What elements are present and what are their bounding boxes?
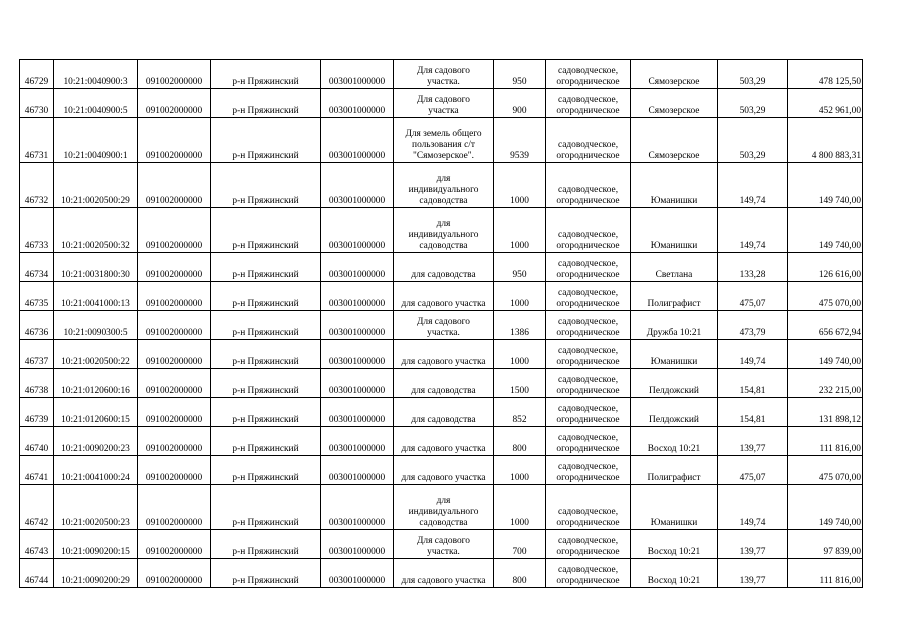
row-number: 46744: [20, 559, 54, 588]
cadastral-number: 10:21:0120600:15: [54, 398, 138, 427]
land-category-line: огородническое: [556, 415, 620, 425]
row-number: 46735: [20, 282, 54, 311]
table-row: [20, 163, 863, 208]
land-category-line: огородническое: [556, 357, 620, 367]
specific-value: 503,29: [718, 60, 788, 89]
land-category-line: садоводческое,: [557, 185, 619, 195]
land-category-line: садоводческое,: [557, 95, 619, 105]
oktmo-code: 003001000000: [321, 340, 394, 369]
table-row: [20, 456, 863, 485]
row-number: 46742: [20, 485, 54, 530]
settlement: Сямозерское: [631, 89, 718, 118]
table-row: [20, 311, 863, 340]
land-category-line: огородническое: [556, 299, 620, 309]
permitted-use-line: садоводства: [419, 196, 468, 206]
okato-code: 091002000000: [138, 60, 211, 89]
oktmo-code: 003001000000: [321, 60, 394, 89]
okato-code: 091002000000: [138, 427, 211, 456]
settlement: Восход 10:21: [631, 530, 718, 559]
settlement: Дружба 10:21: [631, 311, 718, 340]
specific-value: 149,74: [718, 163, 788, 208]
cadastral-number: 10:21:0041000:24: [54, 456, 138, 485]
oktmo-code: 003001000000: [321, 163, 394, 208]
cadastral-number: 10:21:0090300:5: [54, 311, 138, 340]
cadastral-value: 4 800 883,31: [788, 118, 863, 163]
district: р-н Пряжинский: [211, 456, 321, 485]
permitted-use-line: Для садового: [417, 66, 470, 76]
table-row: [20, 208, 863, 253]
cadastral-value: 97 839,00: [788, 530, 863, 559]
row-number: 46730: [20, 89, 54, 118]
district: р-н Пряжинский: [211, 60, 321, 89]
settlement: Пелдожский: [631, 369, 718, 398]
permitted-use: [394, 559, 494, 588]
area: 1000: [494, 282, 546, 311]
district: р-н Пряжинский: [211, 530, 321, 559]
land-category-line: садоводческое,: [557, 462, 619, 472]
land-category-line: садоводческое,: [557, 536, 619, 546]
specific-value: 154,81: [718, 398, 788, 427]
land-category: [546, 60, 631, 89]
permitted-use-line: для садового участка: [401, 299, 486, 309]
permitted-use: [394, 398, 494, 427]
cadastral-number: 10:21:0090200:29: [54, 559, 138, 588]
row-number: 46738: [20, 369, 54, 398]
permitted-use: [394, 311, 494, 340]
okato-code: 091002000000: [138, 369, 211, 398]
permitted-use: [394, 282, 494, 311]
table-row: [20, 369, 863, 398]
settlement: Сямозерское: [631, 118, 718, 163]
area: 950: [494, 60, 546, 89]
row-number: 46733: [20, 208, 54, 253]
row-number: 46734: [20, 253, 54, 282]
cadastral-number: 10:21:0120600:16: [54, 369, 138, 398]
district: р-н Пряжинский: [211, 398, 321, 427]
permitted-use-line: садоводства: [419, 518, 468, 528]
specific-value: 133,28: [718, 253, 788, 282]
land-category: [546, 485, 631, 530]
land-category-line: огородническое: [556, 473, 620, 483]
permitted-use: [394, 530, 494, 559]
permitted-use-line: для садового участка: [401, 444, 486, 454]
table-row: [20, 60, 863, 89]
land-category: [546, 208, 631, 253]
okato-code: 091002000000: [138, 340, 211, 369]
permitted-use: [394, 60, 494, 89]
permitted-use: [394, 118, 494, 163]
district: р-н Пряжинский: [211, 485, 321, 530]
land-category-line: огородническое: [556, 241, 620, 251]
land-category: [546, 118, 631, 163]
area: 9539: [494, 118, 546, 163]
table-row: [20, 282, 863, 311]
oktmo-code: 003001000000: [321, 118, 394, 163]
okato-code: 091002000000: [138, 163, 211, 208]
specific-value: 473,79: [718, 311, 788, 340]
table-row: [20, 118, 863, 163]
cadastral-number: 10:21:0031800:30: [54, 253, 138, 282]
settlement: Юманишки: [631, 485, 718, 530]
cadastral-value: 111 816,00: [788, 559, 863, 588]
land-category-line: садоводческое,: [557, 230, 619, 240]
permitted-use-line: пользования с/т: [412, 140, 475, 150]
area: 800: [494, 559, 546, 588]
area: 1000: [494, 456, 546, 485]
land-category-line: огородническое: [556, 444, 620, 454]
district: р-н Пряжинский: [211, 208, 321, 253]
okato-code: 091002000000: [138, 456, 211, 485]
okato-code: 091002000000: [138, 398, 211, 427]
oktmo-code: 003001000000: [321, 253, 394, 282]
land-category: [546, 427, 631, 456]
permitted-use-line: Для садового: [417, 95, 470, 105]
permitted-use-line: для садоводства: [411, 270, 476, 280]
land-category-line: огородническое: [556, 547, 620, 557]
settlement: Юманишки: [631, 163, 718, 208]
okato-code: 091002000000: [138, 485, 211, 530]
district: р-н Пряжинский: [211, 559, 321, 588]
land-category-line: огородническое: [556, 386, 620, 396]
cadastral-value: 131 898,12: [788, 398, 863, 427]
row-number: 46737: [20, 340, 54, 369]
land-category-line: огородническое: [556, 151, 620, 161]
row-number: 46741: [20, 456, 54, 485]
cadastral-value: 656 672,94: [788, 311, 863, 340]
cadastral-value: 475 070,00: [788, 456, 863, 485]
land-category: [546, 253, 631, 282]
specific-value: 139,77: [718, 559, 788, 588]
area: 1386: [494, 311, 546, 340]
oktmo-code: 003001000000: [321, 398, 394, 427]
table-row: [20, 89, 863, 118]
land-category-line: садоводческое,: [557, 66, 619, 76]
cadastral-value: 126 616,00: [788, 253, 863, 282]
area: 852: [494, 398, 546, 427]
land-category-line: садоводческое,: [557, 140, 619, 150]
specific-value: 149,74: [718, 340, 788, 369]
specific-value: 139,77: [718, 530, 788, 559]
land-category-line: садоводческое,: [557, 259, 619, 269]
okato-code: 091002000000: [138, 89, 211, 118]
cadastral-number: 10:21:0041000:13: [54, 282, 138, 311]
table-row: [20, 530, 863, 559]
land-category: [546, 163, 631, 208]
area: 1000: [494, 208, 546, 253]
land-category-line: садоводческое,: [557, 317, 619, 327]
permitted-use-line: участка.: [427, 328, 460, 338]
land-category-line: огородническое: [556, 518, 620, 528]
area: 900: [494, 89, 546, 118]
settlement: Полиграфист: [631, 456, 718, 485]
land-category: [546, 559, 631, 588]
settlement: Пелдожский: [631, 398, 718, 427]
land-category-line: огородническое: [556, 328, 620, 338]
permitted-use-line: для садового участка: [401, 576, 486, 586]
settlement: Восход 10:21: [631, 427, 718, 456]
row-number: 46740: [20, 427, 54, 456]
settlement: Восход 10:21: [631, 559, 718, 588]
okato-code: 091002000000: [138, 559, 211, 588]
cadastral-value: 232 215,00: [788, 369, 863, 398]
settlement: Сямозерское: [631, 60, 718, 89]
okato-code: 091002000000: [138, 253, 211, 282]
permitted-use: [394, 427, 494, 456]
land-category-line: садоводческое,: [557, 288, 619, 298]
cadastral-number: 10:21:0020500:29: [54, 163, 138, 208]
permitted-use-line: Для садового: [417, 536, 470, 546]
land-category-line: огородническое: [556, 77, 620, 87]
land-category: [546, 282, 631, 311]
specific-value: 139,77: [718, 427, 788, 456]
cadastral-number: 10:21:0020500:32: [54, 208, 138, 253]
permitted-use: [394, 253, 494, 282]
cadastral-value: 111 816,00: [788, 427, 863, 456]
district: р-н Пряжинский: [211, 427, 321, 456]
cadastral-number: 10:21:0040900:3: [54, 60, 138, 89]
permitted-use-line: участка.: [427, 547, 460, 557]
permitted-use: [394, 340, 494, 369]
land-category-line: садоводческое,: [557, 433, 619, 443]
oktmo-code: 003001000000: [321, 208, 394, 253]
land-category: [546, 311, 631, 340]
okato-code: 091002000000: [138, 282, 211, 311]
land-category: [546, 369, 631, 398]
cadastral-number: 10:21:0040900:1: [54, 118, 138, 163]
specific-value: 475,07: [718, 282, 788, 311]
cadastral-value: 478 125,50: [788, 60, 863, 89]
okato-code: 091002000000: [138, 530, 211, 559]
oktmo-code: 003001000000: [321, 559, 394, 588]
table-row: [20, 427, 863, 456]
permitted-use-line: Для садового: [417, 317, 470, 327]
permitted-use-line: участка: [428, 106, 459, 116]
specific-value: 149,74: [718, 208, 788, 253]
table-row: [20, 340, 863, 369]
land-category-line: садоводческое,: [557, 404, 619, 414]
specific-value: 149,74: [718, 485, 788, 530]
permitted-use-line: для садового участка: [401, 357, 486, 367]
permitted-use-line: индивидуального: [408, 507, 479, 517]
row-number: 46732: [20, 163, 54, 208]
oktmo-code: 003001000000: [321, 485, 394, 530]
area: 1000: [494, 340, 546, 369]
row-number: 46739: [20, 398, 54, 427]
permitted-use-line: индивидуального: [408, 185, 479, 195]
land-category-line: садоводческое,: [557, 565, 619, 575]
row-number: 46736: [20, 311, 54, 340]
permitted-use-line: для садового участка: [401, 473, 486, 483]
permitted-use: [394, 369, 494, 398]
table-row: [20, 398, 863, 427]
land-category-line: огородническое: [556, 576, 620, 586]
row-number: 46731: [20, 118, 54, 163]
oktmo-code: 003001000000: [321, 282, 394, 311]
permitted-use-line: для садоводства: [411, 386, 476, 396]
cadastral-number: 10:21:0020500:23: [54, 485, 138, 530]
district: р-н Пряжинский: [211, 253, 321, 282]
row-number: 46729: [20, 60, 54, 89]
district: р-н Пряжинский: [211, 369, 321, 398]
land-category-line: огородническое: [556, 196, 620, 206]
permitted-use-line: индивидуального: [408, 230, 479, 240]
cadastral-number: 10:21:0090200:23: [54, 427, 138, 456]
permitted-use-line: для: [436, 174, 451, 184]
specific-value: 475,07: [718, 456, 788, 485]
area: 1000: [494, 485, 546, 530]
land-category-line: огородническое: [556, 270, 620, 280]
cadastral-value: 475 070,00: [788, 282, 863, 311]
settlement: Светлана: [631, 253, 718, 282]
table-row: [20, 253, 863, 282]
cadastral-table: [19, 59, 863, 588]
land-category: [546, 456, 631, 485]
specific-value: 154,81: [718, 369, 788, 398]
oktmo-code: 003001000000: [321, 530, 394, 559]
land-category-line: огородническое: [556, 106, 620, 116]
cadastral-number: 10:21:0040900:5: [54, 89, 138, 118]
permitted-use-line: "Сямозерское".: [413, 151, 474, 161]
permitted-use: [394, 163, 494, 208]
oktmo-code: 003001000000: [321, 311, 394, 340]
settlement: Юманишки: [631, 208, 718, 253]
district: р-н Пряжинский: [211, 282, 321, 311]
settlement: Полиграфист: [631, 282, 718, 311]
district: р-н Пряжинский: [211, 311, 321, 340]
row-number: 46743: [20, 530, 54, 559]
oktmo-code: 003001000000: [321, 369, 394, 398]
cadastral-value: 149 740,00: [788, 163, 863, 208]
area: 1500: [494, 369, 546, 398]
permitted-use: [394, 89, 494, 118]
area: 1000: [494, 163, 546, 208]
specific-value: 503,29: [718, 89, 788, 118]
oktmo-code: 003001000000: [321, 89, 394, 118]
cadastral-value: 149 740,00: [788, 208, 863, 253]
oktmo-code: 003001000000: [321, 456, 394, 485]
land-category: [546, 340, 631, 369]
cadastral-number: 10:21:0090200:15: [54, 530, 138, 559]
land-category-line: садоводческое,: [557, 507, 619, 517]
permitted-use-line: садоводства: [419, 241, 468, 251]
cadastral-number: 10:21:0020500:22: [54, 340, 138, 369]
area: 800: [494, 427, 546, 456]
okato-code: 091002000000: [138, 311, 211, 340]
permitted-use: [394, 456, 494, 485]
permitted-use: [394, 485, 494, 530]
land-category: [546, 398, 631, 427]
land-category-line: садоводческое,: [557, 346, 619, 356]
permitted-use: [394, 208, 494, 253]
specific-value: 503,29: [718, 118, 788, 163]
district: р-н Пряжинский: [211, 89, 321, 118]
district: р-н Пряжинский: [211, 118, 321, 163]
permitted-use-line: для: [436, 219, 451, 229]
cadastral-value: 452 961,00: [788, 89, 863, 118]
table-row: [20, 559, 863, 588]
permitted-use-line: для: [436, 496, 451, 506]
area: 700: [494, 530, 546, 559]
permitted-use-line: Для земель общего: [405, 129, 482, 139]
okato-code: 091002000000: [138, 118, 211, 163]
land-category: [546, 530, 631, 559]
cadastral-value: 149 740,00: [788, 485, 863, 530]
permitted-use-line: для садоводства: [411, 415, 476, 425]
area: 950: [494, 253, 546, 282]
settlement: Юманишки: [631, 340, 718, 369]
land-category: [546, 89, 631, 118]
okato-code: 091002000000: [138, 208, 211, 253]
land-category-line: садоводческое,: [557, 375, 619, 385]
table-row: [20, 485, 863, 530]
district: р-н Пряжинский: [211, 340, 321, 369]
district: р-н Пряжинский: [211, 163, 321, 208]
oktmo-code: 003001000000: [321, 427, 394, 456]
permitted-use-line: участка.: [427, 77, 460, 87]
cadastral-value: 149 740,00: [788, 340, 863, 369]
